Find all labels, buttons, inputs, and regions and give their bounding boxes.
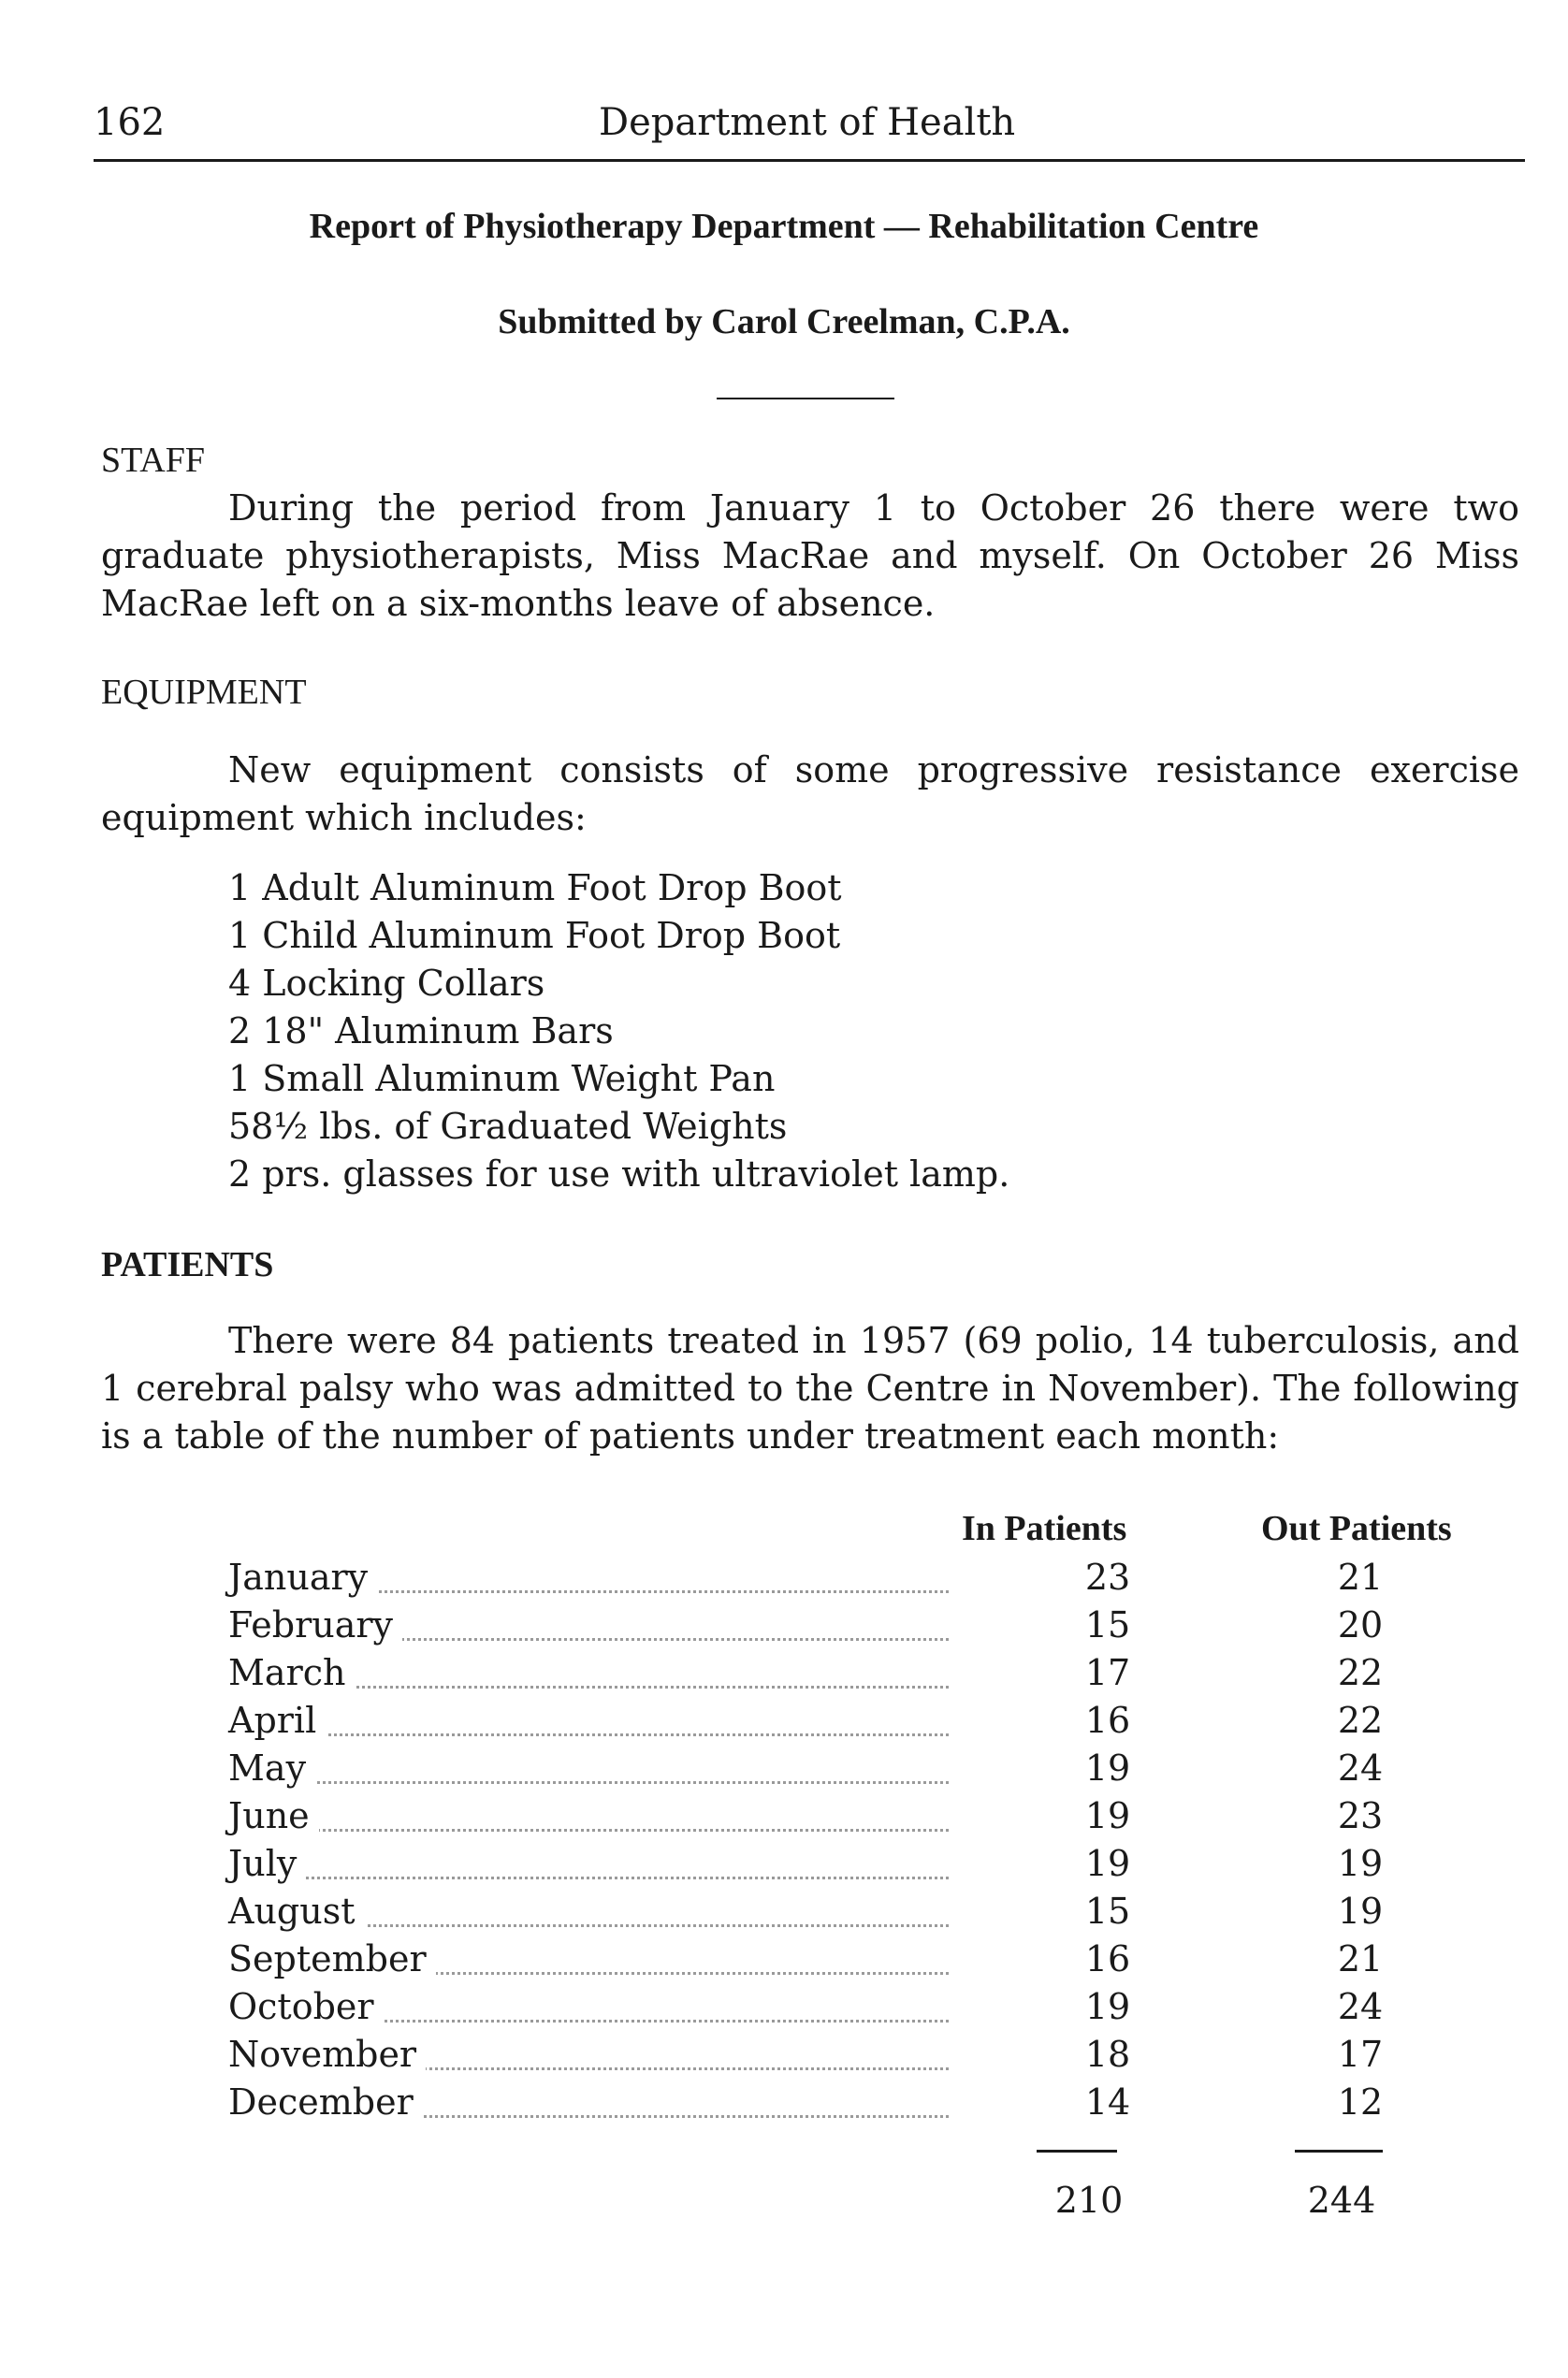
list-item: 2 prs. glasses for use with ultraviolet lamp. xyxy=(228,1153,1010,1195)
in-patients-cell: 19 xyxy=(1084,1843,1131,1884)
in-patients-header: In Patients xyxy=(962,1509,1127,1548)
out-patients-cell: 24 xyxy=(1337,1986,1384,2027)
patients-paragraph: There were 84 patients treated in 1957 (69 polio, 14 tuberculosis, and 1 cerebral palsy who was admitted to the Centre in November). The following is a table of the number of patients under treatment each month: xyxy=(101,1320,1519,1457)
table-row xyxy=(228,1700,1463,1747)
month-cell: September xyxy=(228,1938,436,1979)
list-item: 1 Small Aluminum Weight Pan xyxy=(228,1058,776,1099)
equipment-heading: EQUIPMENT xyxy=(101,673,307,712)
out-patients-header: Out Patients xyxy=(1261,1509,1452,1548)
month-cell: January xyxy=(228,1557,377,1598)
table-row xyxy=(228,1843,1463,1891)
table-row xyxy=(228,2081,1463,2129)
staff-heading: STAFF xyxy=(101,441,206,480)
table-row xyxy=(228,2034,1463,2081)
month-cell: June xyxy=(228,1795,319,1836)
dot-leader xyxy=(228,1877,949,1879)
out-patients-cell: 23 xyxy=(1337,1795,1384,1836)
out-patients-cell: 22 xyxy=(1337,1652,1384,1693)
out-patients-total: 244 xyxy=(1307,2180,1376,2221)
table-row xyxy=(228,1938,1463,1986)
table-row xyxy=(228,1652,1463,1700)
page-number: 162 xyxy=(94,101,166,144)
equipment-list xyxy=(228,864,1009,1198)
month-cell: November xyxy=(228,2034,426,2075)
in-patients-cell: 17 xyxy=(1084,1652,1131,1693)
list-item: 1 Child Aluminum Foot Drop Boot xyxy=(228,915,841,956)
table-row xyxy=(228,1604,1463,1652)
in-patients-cell: 19 xyxy=(1084,1795,1131,1836)
month-cell: May xyxy=(228,1747,315,1789)
title-divider xyxy=(717,398,894,399)
out-patients-cell: 12 xyxy=(1337,2081,1384,2123)
month-cell: April xyxy=(228,1700,326,1741)
out-patients-cell: 17 xyxy=(1337,2034,1384,2075)
in-patients-cell: 19 xyxy=(1084,1986,1131,2027)
out-patients-cell: 19 xyxy=(1337,1891,1384,1932)
running-title: Department of Health xyxy=(599,101,1016,144)
in-patients-cell: 18 xyxy=(1084,2034,1131,2075)
month-cell: October xyxy=(228,1986,384,2027)
table-row xyxy=(228,1891,1463,1938)
dot-leader xyxy=(228,1781,949,1784)
in-patients-cell: 15 xyxy=(1084,1891,1131,1932)
list-item: 2 18" Aluminum Bars xyxy=(228,1010,614,1051)
out-patients-cell: 20 xyxy=(1337,1604,1384,1646)
dot-leader xyxy=(228,1829,949,1832)
patients-table xyxy=(228,1557,1463,2129)
header-rule xyxy=(94,159,1525,162)
out-patients-cell: 21 xyxy=(1337,1557,1384,1598)
staff-paragraph: During the period from January 1 to October 26 there were two graduate physiotherapists, Miss MacRae and myself. On October 26 Miss MacRae left on a six-months leave of absence. xyxy=(101,487,1519,624)
table-row xyxy=(228,1795,1463,1843)
equipment-paragraph: New equipment consists of some progressive resistance exercise equipment which includes: xyxy=(101,749,1519,838)
in-patients-cell: 23 xyxy=(1084,1557,1131,1598)
patients-heading: PATIENTS xyxy=(101,1245,274,1284)
in-total-rule xyxy=(1037,2150,1117,2153)
out-patients-cell: 24 xyxy=(1337,1747,1384,1789)
out-patients-cell: 21 xyxy=(1337,1938,1384,1979)
month-cell: August xyxy=(228,1891,365,1932)
submitted-by: Submitted by Carol Creelman, C.P.A. xyxy=(498,302,1070,341)
month-cell: March xyxy=(228,1652,356,1693)
list-item: 1 Adult Aluminum Foot Drop Boot xyxy=(228,867,842,908)
table-row xyxy=(228,1747,1463,1795)
running-head xyxy=(94,101,1525,157)
in-patients-total: 210 xyxy=(1054,2180,1124,2221)
in-patients-cell: 15 xyxy=(1084,1604,1131,1646)
month-cell: December xyxy=(228,2081,423,2123)
in-patients-cell: 16 xyxy=(1084,1700,1131,1741)
report-title: Report of Physiotherapy Department — Rehabilitation Centre xyxy=(309,207,1259,246)
list-item: 58½ lbs. of Graduated Weights xyxy=(228,1106,788,1147)
table-row xyxy=(228,1557,1463,1604)
in-patients-cell: 14 xyxy=(1084,2081,1131,2123)
table-row xyxy=(228,1986,1463,2034)
month-cell: February xyxy=(228,1604,402,1646)
out-patients-cell: 19 xyxy=(1337,1843,1384,1884)
list-item: 4 Locking Collars xyxy=(228,963,545,1004)
in-patients-cell: 19 xyxy=(1084,1747,1131,1789)
out-patients-cell: 22 xyxy=(1337,1700,1384,1741)
dot-leader xyxy=(228,1733,949,1736)
in-patients-cell: 16 xyxy=(1084,1938,1131,1979)
out-total-rule xyxy=(1295,2150,1383,2153)
month-cell: July xyxy=(228,1843,306,1884)
